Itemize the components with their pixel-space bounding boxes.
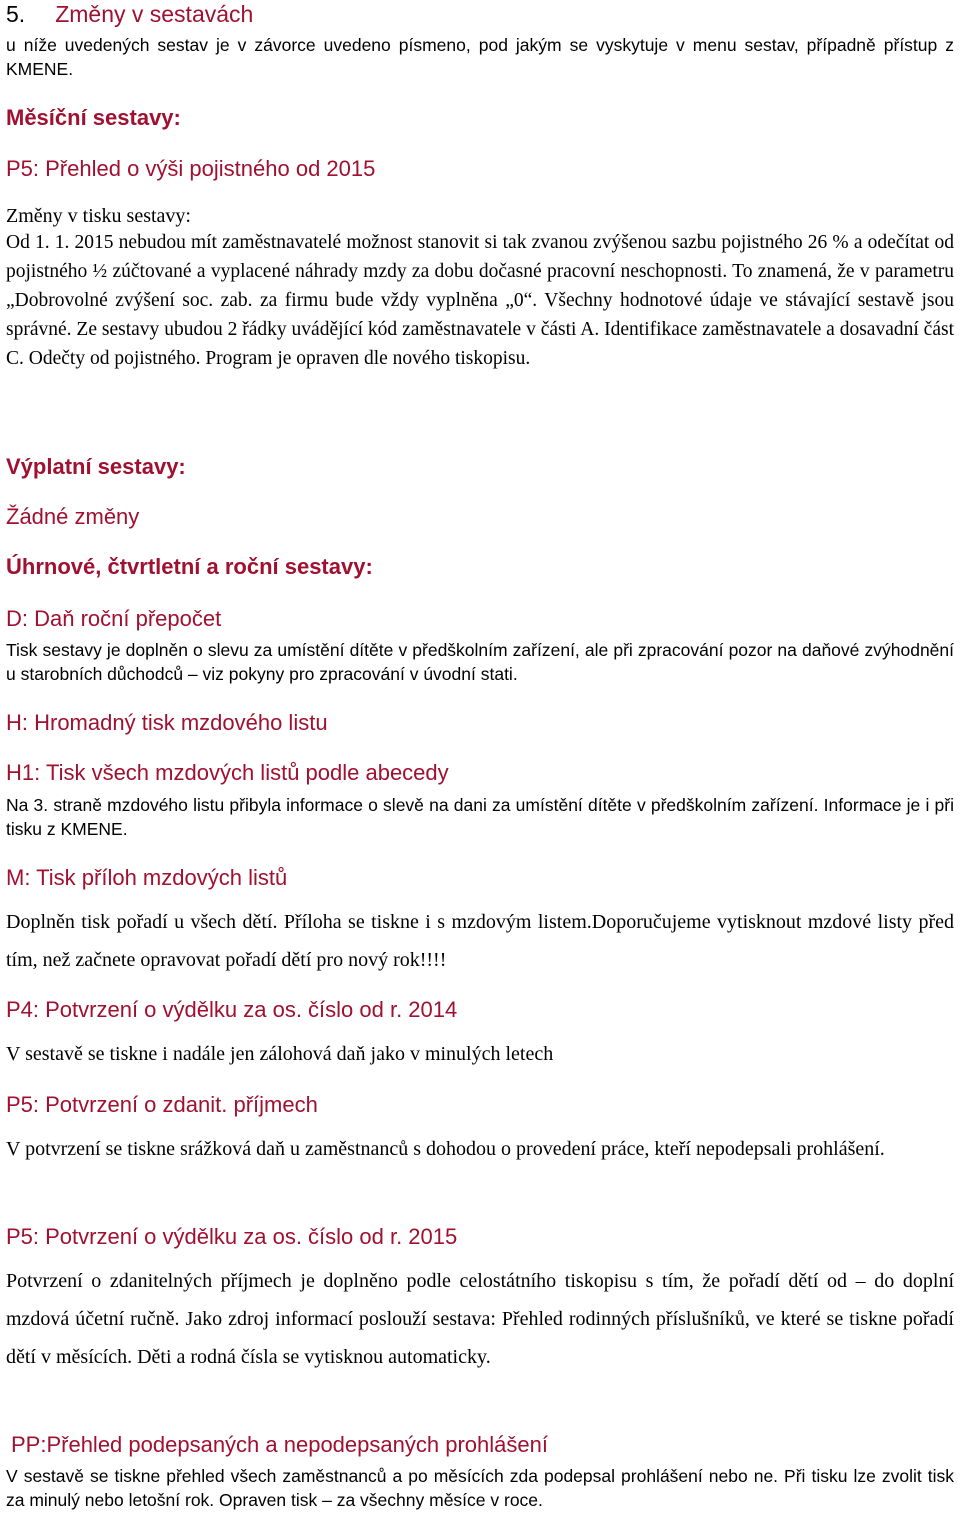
- section-intro: u níže uvedených sestav je v závorce uvedeno písmeno, pod jakým se vyskytuje v menu sestav, případně přístup z KMENE.: [6, 35, 954, 79]
- p5-earnings-text: Potvrzení o zdanitelných příjmech je doplněno podle celostátního tiskopisu s tím, že pořadí dětí od – do doplní mzdová účetní ručně. Jako zdroj informací poslouží sestava: Přehled rodinných příslušníků, ve které se tiskne pořadí dětí v měsících. Děti a rodná čísla se vytisknou automaticky.: [6, 1270, 954, 1368]
- h1-title: H1: Tisk všech mzdových listů podle abecedy: [6, 760, 449, 785]
- print-changes-label: Změny v tisku sestavy:: [6, 205, 191, 227]
- p5-income-title: P5: Potvrzení o zdanit. příjmech: [6, 1092, 318, 1117]
- d-text: Tisk sestavy je doplněn o slevu za umístění dítěte v předškolním zařízení, ale při zpracování pozor na daňové zvýhodnění u starobních důchodců – viz pokyny pro zpracování v úvodní stati.: [6, 640, 954, 684]
- h1-text: Na 3. straně mzdového listu přibyla informace o slevě na dani za umístění dítěte v předškolním zařízení. Informace je i při tisku z KMENE.: [6, 795, 954, 839]
- m-title: M: Tisk příloh mzdových listů: [6, 865, 288, 890]
- section-title: Změny v sestavách: [55, 1, 254, 27]
- p5-overview-title: P5: Přehled o výši pojistného od 2015: [6, 156, 376, 181]
- pp-title: PP:Přehled podepsaných a nepodepsaných prohlášení: [11, 1432, 548, 1457]
- payroll-no-changes: Žádné změny: [6, 504, 140, 529]
- p4-title: P4: Potvrzení o výdělku za os. číslo od r. 2014: [6, 997, 458, 1022]
- d-title: D: Daň roční přepočet: [6, 606, 222, 631]
- p4-text: V sestavě se tiskne i nadále jen zálohová daň jako v minulých letech: [6, 1043, 554, 1065]
- section-number: 5.: [6, 1, 26, 27]
- p5-earnings-title: P5: Potvrzení o výdělku za os. číslo od r. 2015: [6, 1224, 458, 1249]
- p5-income-text: V potvrzení se tiskne srážková daň u zaměstnanců s dohodou o provedení práce, kteří nepodepsali prohlášení.: [6, 1138, 885, 1160]
- m-text: Doplněn tisk pořadí u všech dětí. Příloha se tiskne i s mzdovým listem.Doporučujeme vytisknout mzdové listy před tím, než začnete opravovat pořadí dětí pro nový rok!!!!: [6, 911, 954, 971]
- section-heading: [6, 0, 253, 28]
- h-title: H: Hromadný tisk mzdového listu: [6, 710, 328, 735]
- monthly-changes-text: Od 1. 1. 2015 nebudou mít zaměstnavatelé možnost stanovit si tak zvanou zvýšenou sazbu pojistného 26 % a odečítat od pojistného ½ zúčtované a vyplacené náhrady mzdy za dobu dočasné pracovní neschopnosti. To znamená, že v parametru „Dobrovolné zvýšení soc. zab. za firmu bude vždy vyplněna „0“. Všechny hodnotové údaje ve stávající sestavě jsou správné. Ze sestavy ubudou 2 řádky uvádějící kód zaměstnavatele v části A. Identifikace zaměstnavatele a dosavadní část C. Odečty od pojistného. Program je opraven dle nového tiskopisu.: [6, 232, 954, 369]
- pp-text: V sestavě se tiskne přehled všech zaměstnanců a po měsících zda podepsal prohlášení nebo ne. Při tisku lze zvolit tisk za minulý nebo letošní rok. Opraven tisk – za všechny měsíce v roce.: [6, 1466, 954, 1510]
- payroll-heading: Výplatní sestavy:: [6, 454, 186, 479]
- monthly-heading: Měsíční sestavy:: [6, 105, 181, 130]
- summary-heading: Úhrnové, čtvrtletní a roční sestavy:: [6, 554, 373, 579]
